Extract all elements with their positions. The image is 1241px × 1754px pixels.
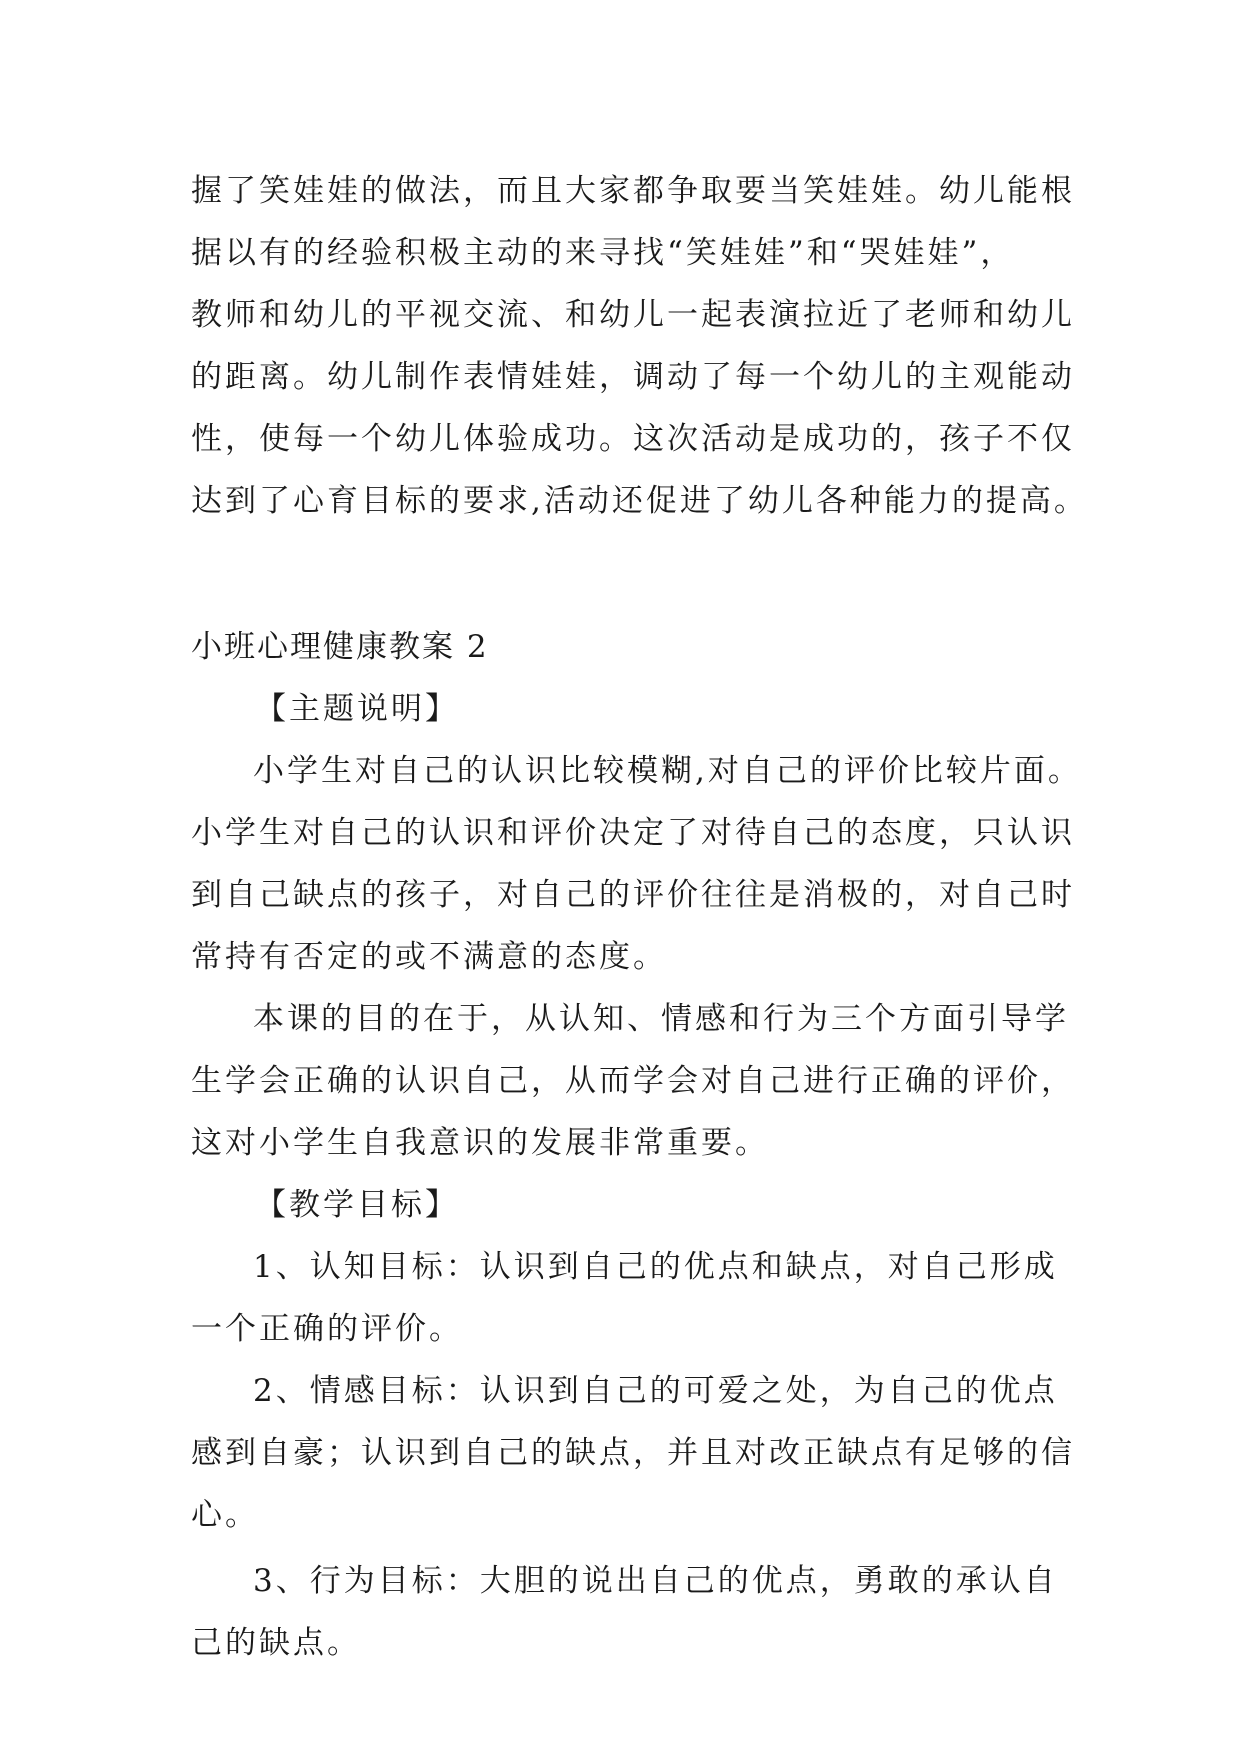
text-line: 的距离。幼儿制作表情娃娃，调动了每一个幼儿的主观能动 xyxy=(191,359,1075,395)
text-line: 到自己缺点的孩子，对自己的评价往往是消极的，对自己时 xyxy=(191,877,1075,913)
text-line: 3、行为目标：大胆的说出自己的优点，勇敢的承认自 xyxy=(253,1563,1058,1599)
text-line: 一个正确的评价。 xyxy=(191,1311,463,1347)
intro-paragraph xyxy=(191,160,1088,532)
goal-2 xyxy=(191,1360,1075,1546)
text-line: 性，使每一个幼儿体验成功。这次活动是成功的，孩子不仅 xyxy=(191,421,1075,457)
document-body xyxy=(191,160,1088,1674)
goal-1 xyxy=(191,1236,1071,1360)
theme-paragraph-2 xyxy=(191,988,1075,1174)
goal-3 xyxy=(191,1550,1071,1674)
theme-paragraph-1 xyxy=(191,740,1082,988)
text-line: 小学生对自己的认识比较模糊,对自己的评价比较片面。 xyxy=(253,753,1082,789)
text-line: 感到自豪；认识到自己的缺点，并且对改正缺点有足够的信 xyxy=(191,1435,1075,1471)
text-line: 握了笑娃娃的做法，而且大家都争取要当笑娃娃。幼儿能根 xyxy=(191,173,1075,209)
text-line: 2、情感目标：认识到自己的可爱之处，为自己的优点 xyxy=(253,1373,1058,1409)
text-line: 据以有的经验积极主动的来寻找“笑娃娃”和“哭娃娃”， xyxy=(191,235,1015,271)
text-line: 生学会正确的认识自己，从而学会对自己进行正确的评价， xyxy=(191,1063,1075,1099)
text-line: 这对小学生自我意识的发展非常重要。 xyxy=(191,1125,769,1161)
text-line: 常持有否定的或不满意的态度。 xyxy=(191,939,667,975)
theme-heading: 【主题说明】 xyxy=(255,691,459,727)
text-line: 心。 xyxy=(191,1497,259,1533)
text-line: 达到了心育目标的要求,活动还促进了幼儿各种能力的提高。 xyxy=(191,483,1088,519)
text-line: 己的缺点。 xyxy=(191,1625,361,1661)
section-spacer xyxy=(191,532,1071,616)
section-title: 小班心理健康教案 2 xyxy=(191,629,489,665)
text-line: 本课的目的在于，从认知、情感和行为三个方面引导学 xyxy=(253,1001,1069,1037)
goals-heading: 【教学目标】 xyxy=(255,1187,459,1223)
text-line: 教师和幼儿的平视交流、和幼儿一起表演拉近了老师和幼儿 xyxy=(191,297,1075,333)
text-line: 小学生对自己的认识和评价决定了对待自己的态度，只认识 xyxy=(191,815,1075,851)
text-line: 1、认知目标：认识到自己的优点和缺点，对自己形成 xyxy=(253,1249,1058,1285)
